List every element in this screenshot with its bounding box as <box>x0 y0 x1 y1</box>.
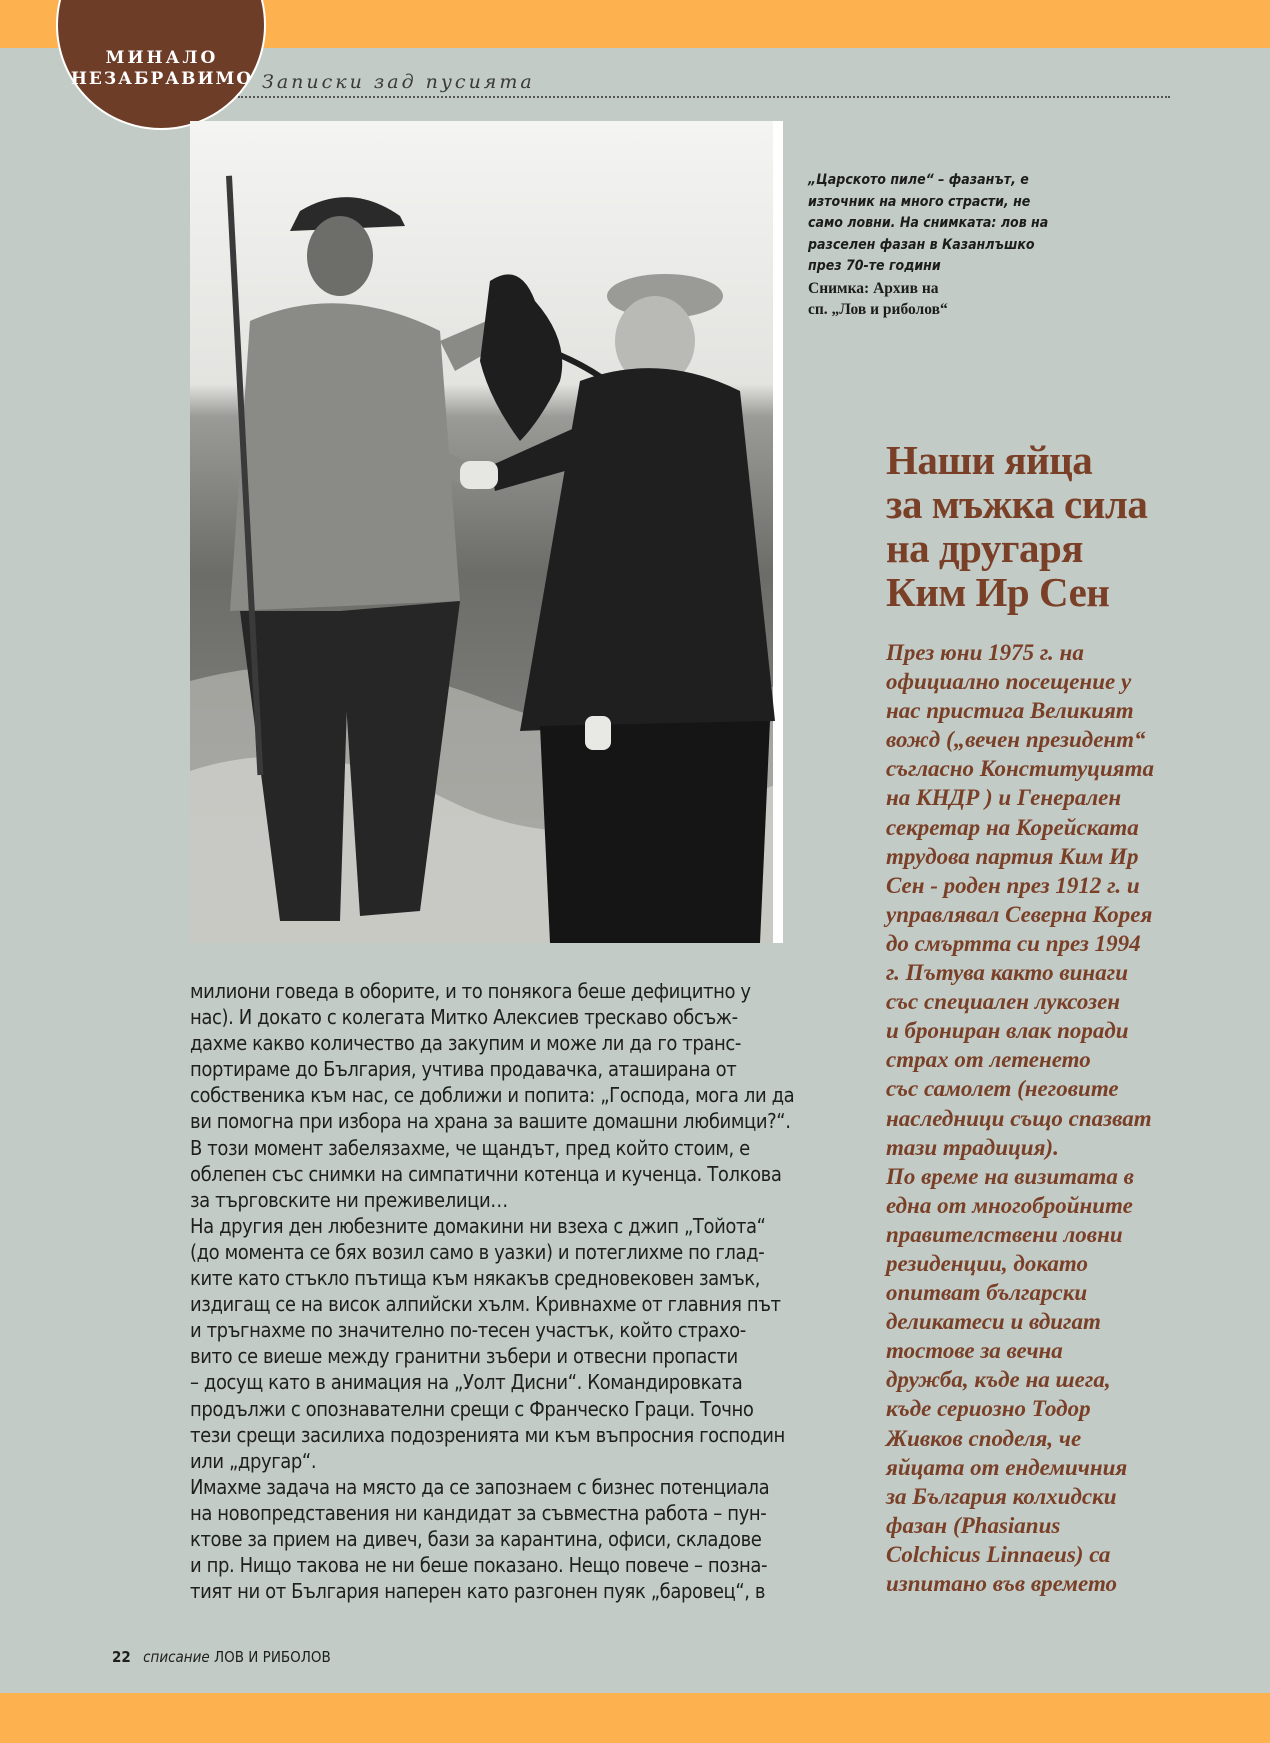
lead-line: По време на визитата в <box>886 1163 1134 1189</box>
lead-line: до смъртта си през 1994 <box>886 930 1141 956</box>
section-label-line1: МИНАЛО <box>105 48 219 68</box>
body-line: на новопредставения ни кандидат за съвместна работа – пун- <box>190 1500 767 1525</box>
lead-line: Сен - роден през 1912 г. и <box>886 872 1140 898</box>
lead-line: вожд („вечен президент“ <box>886 727 1146 753</box>
lead-line: Colchicus Linnaeus) са <box>886 1541 1111 1567</box>
photo-caption <box>808 170 1068 321</box>
lead-line: със самолет (неговите <box>886 1076 1119 1102</box>
lead-line: тази традиция). <box>886 1134 1059 1160</box>
headline-line: за мъжка сила <box>886 481 1148 527</box>
lead-line: съгласно Конституцията <box>886 756 1154 782</box>
body-line: и тръгнахме по значително по-тесен участък, който страхо- <box>190 1318 746 1343</box>
lead-line: официално посещение у <box>886 669 1132 695</box>
body-line: ви помогна при избора на храна за вашите домашни любимци?“. <box>190 1109 791 1134</box>
body-line: продължи с опознавателни срещи с Франческо Граци. Точно <box>190 1396 754 1421</box>
page-footer <box>112 1648 331 1666</box>
lead-line: къде сериозно Тодор <box>886 1396 1091 1422</box>
lead-line: През юни 1975 г. на <box>886 640 1084 665</box>
body-line: тият ни от България наперен като разгонен пуяк „баровец“, в <box>190 1579 766 1604</box>
body-line: облепен със снимки на симпатични котенца и кученца. Толкова <box>190 1161 782 1186</box>
body-line: милиони говеда в оборите, и то понякога беше дефицитно у <box>190 979 751 1003</box>
body-line: или „другар“. <box>190 1448 317 1473</box>
body-line: издигащ се на висок алпийски хълм. Кривнахме от главния път <box>190 1292 781 1317</box>
lead-line: на КНДР ) и Генерален <box>886 785 1122 811</box>
lead-line: яйцата от ендемичния <box>886 1454 1128 1480</box>
body-line: нас). И докато с колегата Митко Алексиев трескаво обсъж- <box>190 1005 738 1030</box>
header-dotted-rule <box>238 96 1170 98</box>
body-line: дахме какво количество да закупим и може ли да го транс- <box>190 1031 741 1056</box>
article-body <box>190 978 810 1604</box>
lead-line: една от многобройните <box>886 1192 1133 1218</box>
body-line: Имахме задача на място да се запознаем с бизнес потенциала <box>190 1474 770 1499</box>
headline-line: Наши яйца <box>886 437 1093 483</box>
lead-line: изпитано във времето <box>886 1571 1118 1596</box>
body-line: тези срещи засилиха подозренията ми към въпросния господин <box>190 1422 785 1447</box>
lead-line: фазан (Phasianus <box>886 1512 1061 1538</box>
body-line: портираме до България, учтива продавачка, аташирана от <box>190 1057 737 1082</box>
body-line: за търговските ни преживелици… <box>190 1187 508 1212</box>
lead-line: Живков споделя, че <box>886 1425 1082 1451</box>
lead-line: правителствени ловни <box>886 1221 1123 1247</box>
body-line: вито се виеше между гранитни зъбери и отвесни пропасти <box>190 1344 738 1369</box>
lead-line: страх от летенето <box>886 1047 1091 1073</box>
article-lead <box>886 638 1186 1598</box>
photo-credit-line1: Снимка: Архив на <box>808 279 939 297</box>
lead-line: трудова партия Ким Ир <box>886 843 1139 869</box>
lead-line: опитват български <box>886 1280 1088 1306</box>
body-line: – досущ като в анимация на „Уолт Дисни“. Командировката <box>190 1370 743 1395</box>
lead-line: дружба, къде на шега, <box>886 1367 1111 1393</box>
body-line: ктове за прием на дивеч, бази за карантина, офиси, складове <box>190 1526 762 1551</box>
photo-credit-line2: сп. „Лов и риболов“ <box>808 301 948 318</box>
body-line: ките като стъкло пътища към някакъв средновековен замък, <box>190 1266 761 1291</box>
body-line: В този момент забелязахме, че щандът, пред който стоим, е <box>190 1135 750 1160</box>
lead-line: тостове за вечна <box>886 1338 1063 1364</box>
section-label-line2: НЕЗАБРАВИМО <box>70 69 254 89</box>
lead-line: секретар на Корейската <box>886 814 1139 840</box>
headline-line: Ким Ир Сен <box>886 569 1110 615</box>
rubric-title: Записки зад пусията <box>262 71 535 93</box>
magazine-word: списание <box>143 1648 210 1666</box>
headline-line: на другаря <box>886 525 1083 571</box>
magazine-name: ЛОВ И РИБОЛОВ <box>213 1648 331 1666</box>
lead-line: нас пристига Великият <box>886 698 1134 724</box>
lead-line: деликатеси и вдигат <box>886 1309 1101 1335</box>
page-number: 22 <box>112 1648 131 1666</box>
hunting-photo <box>190 121 783 943</box>
lead-line: наследници също спазват <box>886 1105 1152 1131</box>
body-line: На другия ден любезните домакини ни взеха с джип „Тойота“ <box>190 1213 766 1238</box>
body-line: собственика към нас, се доближи и попита: „Господа, мога ли да <box>190 1083 795 1108</box>
article-headline <box>886 438 1246 614</box>
lead-line: за България колхидски <box>886 1483 1117 1509</box>
lead-line: със специален луксозен <box>886 989 1121 1015</box>
body-line: (до момента се бях возил само в уазки) и потеглихме по глад- <box>190 1239 765 1264</box>
lead-line: резиденции, докато <box>886 1250 1089 1276</box>
lead-line: управлявал Северна Корея <box>886 901 1153 927</box>
body-line: и пр. Нищо такова не ни беше показано. Нещо повече – позна- <box>190 1553 768 1578</box>
hunting-photo-illustration <box>190 121 783 943</box>
lead-line: г. Пътува както винаги <box>886 960 1128 986</box>
bottom-color-band <box>0 1693 1270 1743</box>
photo-caption-text: „Царското пиле“ – фазанът, е източник на много страсти, не само ловни. На снимката: лов на разселен фазан в Казанлъшко през 70-те години <box>808 172 1049 274</box>
lead-line: и брониран влак поради <box>886 1018 1129 1044</box>
